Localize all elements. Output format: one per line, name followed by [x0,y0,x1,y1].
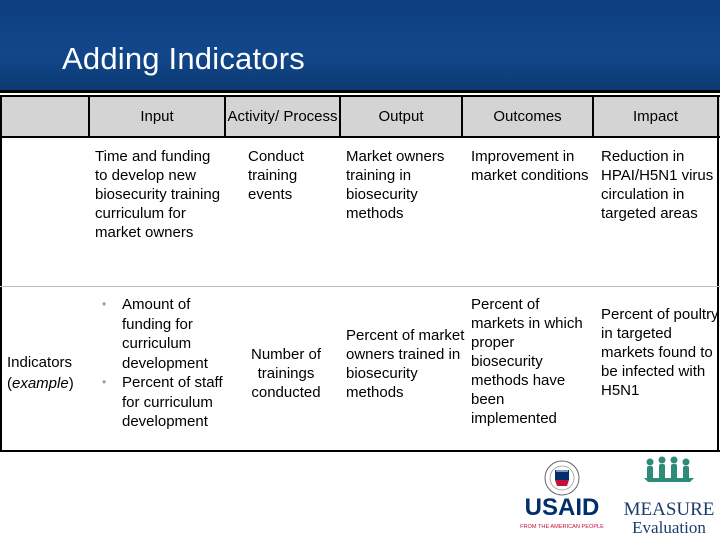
row2-impact: Percent of poultry in targeted markets found to be infected with H5N1 [601,306,719,399]
slide-title: Adding Indicators [62,41,305,76]
row-divider [0,286,720,287]
header-outcomes: Outcomes [493,108,562,125]
measure-evaluation-logo [624,456,714,536]
header-input: Input [140,108,174,125]
table-left-border [0,95,2,452]
row2-label-main: Indicators [7,354,73,371]
bullet-icon: • [102,297,107,311]
row1-activity: Conduct training events [248,148,304,203]
row2-input-bullets [100,295,225,432]
header-output: Output [378,108,424,125]
usaid-wordmark: USAID [524,494,600,521]
row1-outcomes: Improvement in market conditions [471,148,589,184]
table-bottom-border [0,450,720,452]
bullet-text: Percent of staff for curriculum development [122,374,223,430]
row2-label-example-text: example [12,375,69,392]
title-underline [0,90,720,93]
row2-output: Percent of market owners trained in biosecurity methods [346,327,465,401]
list-item [100,295,225,373]
measure-people-icon [644,457,694,483]
row2-activity: Number of trainings conducted [250,346,322,401]
row2-label [7,352,74,394]
header-activity: Activity/ Process [227,108,338,125]
row2-outcomes: Percent of markets in which proper biosecurity methods have been implemented [471,296,583,427]
row2-label-example: (example) [7,375,74,392]
measure-wordmark: MEASURE [624,499,714,520]
usaid-tagline: FROM THE AMERICAN PEOPLE [520,524,604,530]
bullet-text: Amount of funding for curriculum development [122,296,208,372]
bullet-icon: • [102,375,107,389]
usaid-logo [512,458,612,536]
measure-subtitle: Evaluation [632,518,706,536]
row1-output: Market owners training in biosecurity methods [346,148,445,222]
header-impact: Impact [632,108,678,125]
row1-input: Time and funding to develop new biosecurity training curriculum for market owners [95,148,221,241]
list-item [100,373,225,432]
row1-impact: Reduction in HPAI/H5N1 virus circulation in targeted areas [601,148,714,222]
